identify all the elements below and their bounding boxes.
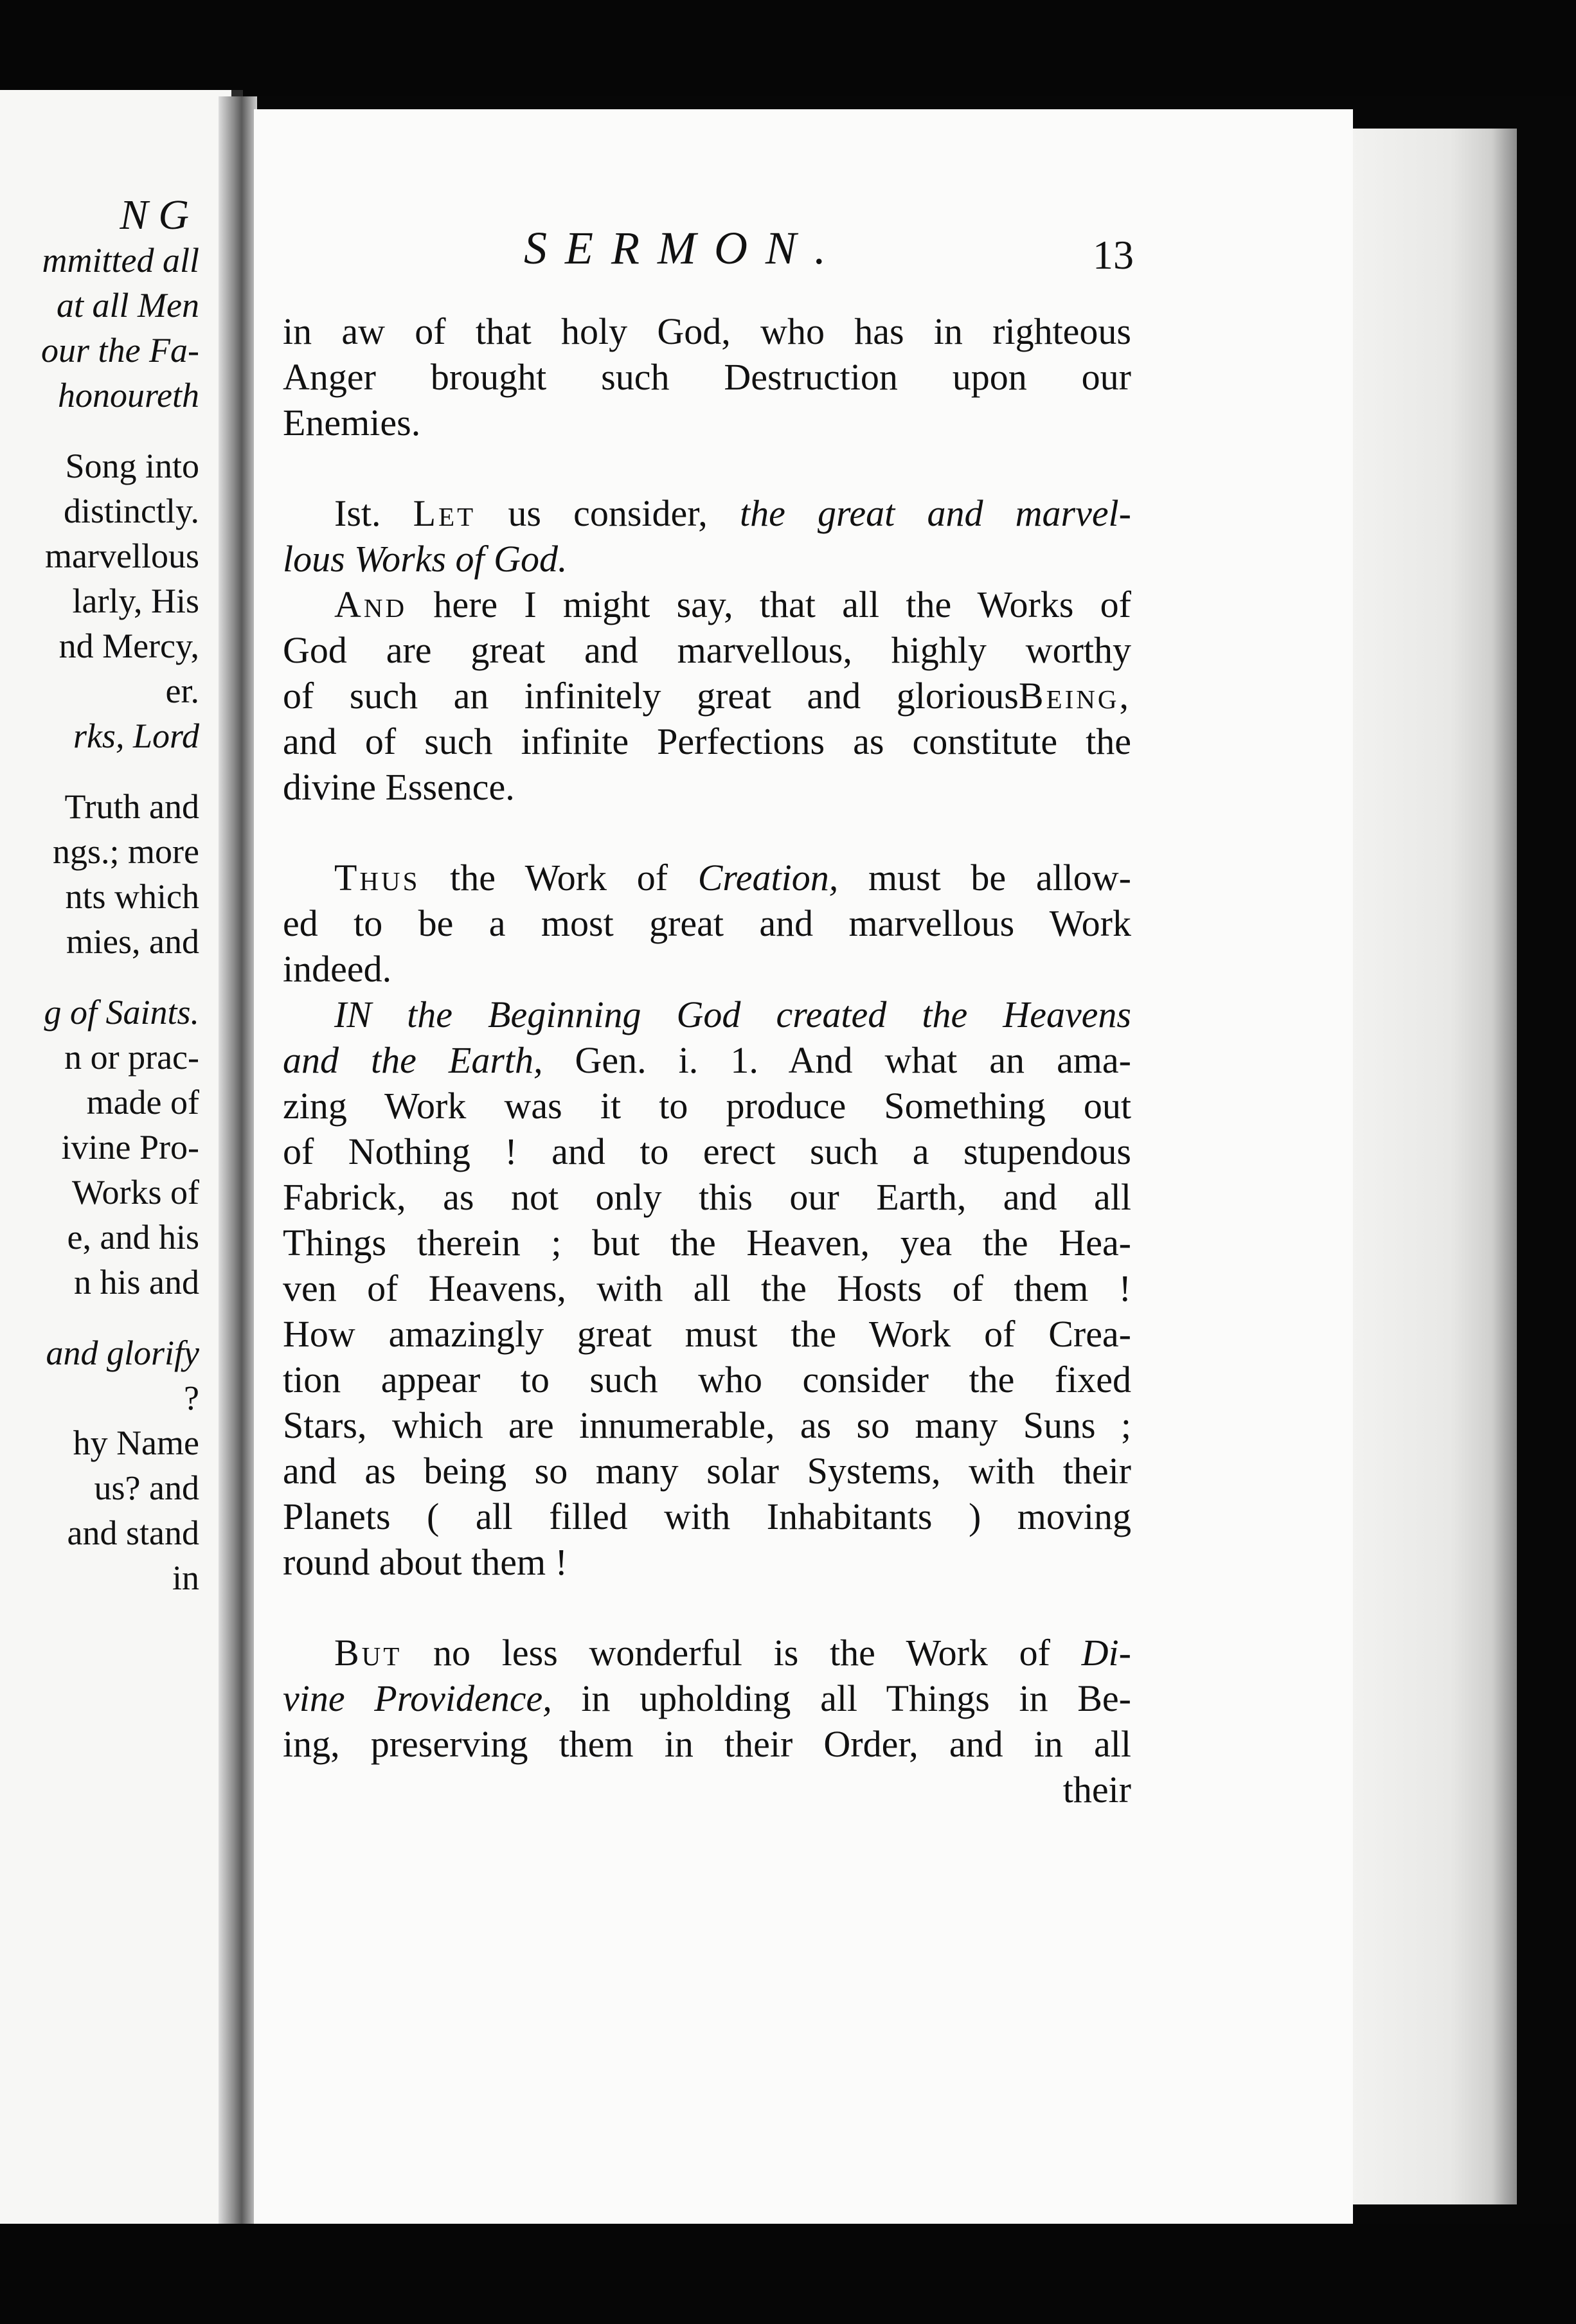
italic-word: Creation, [697,857,839,898]
left-facing-page [0,90,243,2230]
small-caps-word: Being, [1018,675,1131,717]
left-page-line: rks, Lord [73,717,199,755]
italic-phrase: and the Earth, [283,1039,543,1081]
page-edge [1350,129,1517,2204]
text-line: indeed. [283,948,392,990]
text-line: ing, preserving them in their Order, and in all [283,1723,1131,1765]
text-line: and as being so many solar Systems, with their [283,1450,1131,1492]
left-page-line: Song into [65,447,199,485]
left-page-line: made of [86,1083,199,1122]
text-span: in upholding all Things in Be- [551,1677,1131,1719]
text-line [283,582,1131,627]
italic-phrase: the great and marvel- [739,492,1131,534]
small-caps-word: And [334,584,407,625]
left-page-line: at all Men [57,286,199,325]
left-page-line: hy Name [73,1424,199,1462]
text-line: in aw of that holy God, who has in righteous [283,310,1131,352]
text-span: us consider, [476,492,740,534]
text-line [283,490,1131,536]
text-span: must be allow- [838,857,1131,898]
text-line: Planets ( all filled with Inhabitants ) moving [283,1496,1131,1537]
book-gutter [219,96,257,2230]
left-page-line: NG [120,192,199,238]
left-page-line: er. [165,672,199,710]
left-page-line: in [172,1559,199,1597]
text-line: and of such infinite Perfections as constitute the [283,720,1131,762]
left-page-line: Truth and [64,787,199,826]
text-line: Anger brought such Destruction upon our [283,356,1131,398]
scan-bottom-shadow [0,2224,1576,2324]
text-span: here I might say, that all the Works of [407,584,1131,625]
left-page-line: mmitted all [42,241,199,280]
text-line: Fabrick, as not only this our Earth, and all [283,1176,1131,1218]
text-span: Gen. i. 1. And what an ama- [542,1039,1131,1081]
page-number: 13 [1093,232,1134,278]
left-page-line: g of Saints. [44,993,199,1032]
left-page-line: n or prac- [64,1038,199,1077]
small-caps-word: But [334,1632,402,1674]
left-page-line: Works of [71,1173,199,1211]
text-line: Enemies. [283,402,421,443]
left-page-line: honoureth [58,376,199,415]
left-page-line: and glorify [46,1334,199,1372]
left-page-line: larly, His [72,582,199,620]
text-line: Stars, which are innumerable, as so many Suns ; [283,1404,1131,1446]
left-page-line: nd Mercy, [58,627,199,665]
left-page-line: ngs.; more [53,832,199,871]
text-line: of Nothing ! and to erect such a stupendous [283,1131,1131,1172]
left-page-line: mies, and [66,922,199,961]
text-line: zing Work was it to produce Something out [283,1085,1131,1127]
text-line [283,1037,1131,1083]
text-span: the Work of [420,857,698,898]
text-line: lous Works of God. [283,538,568,580]
left-page-line: ? [184,1379,199,1417]
left-page-line: distinctly. [64,492,199,530]
left-page-line: our the Fa- [41,331,199,370]
catchword: their [1062,1769,1131,1810]
text-line [283,855,1131,900]
scan-top-shadow [0,0,1576,96]
left-page-line: nts which [65,877,199,916]
italic-word: Di- [1081,1632,1131,1674]
text-line [283,673,1131,719]
small-caps-word: Let [413,492,476,534]
left-page-line: marvellous [45,537,199,575]
sermon-body [283,308,1131,1812]
text-line [283,1630,1131,1676]
text-span: no less wonderful is the Work of [402,1632,1082,1674]
left-page-line: us? and [94,1469,199,1507]
text-line: IN the Beginning God created the Heavens [334,994,1131,1035]
left-page-line: n his and [74,1263,199,1301]
left-page-line: and stand [67,1514,199,1552]
text-line: round about them ! [283,1541,568,1583]
italic-phrase: vine Providence, [283,1677,552,1719]
section-number: Ist. [334,492,381,534]
text-line: tion appear to such who consider the fixed [283,1359,1131,1400]
left-page-line: ivine Pro- [61,1128,199,1166]
text-line: Things therein ; but the Heaven, yea the Hea- [283,1222,1131,1264]
text-line: ven of Heavens, with all the Hosts of them ! [283,1267,1131,1309]
text-line: How amazingly great must the Work of Crea- [283,1313,1131,1355]
text-line [283,1676,1131,1721]
text-line: ed to be a most great and marvellous Work [283,902,1131,944]
text-line: divine Essence. [283,766,515,808]
small-caps-word: Thus [334,857,420,898]
text-line: God are great and marvellous, highly worthy [283,629,1131,671]
text-span: of such an infinitely great and glorious [283,675,1019,717]
left-page-line: e, and his [67,1218,199,1256]
running-head: SERMON. [524,222,844,274]
